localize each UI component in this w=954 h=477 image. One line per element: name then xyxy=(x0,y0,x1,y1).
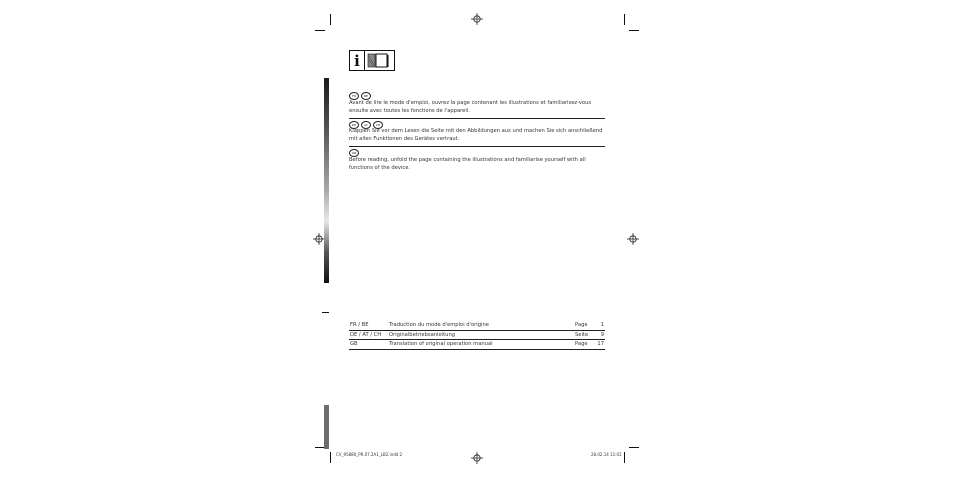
instruction-text-gb: Before reading, unfold the page containing the illustrations and familiarise yourself with all functions of the device. xyxy=(349,157,586,171)
crop-mark-top-right-v xyxy=(624,14,625,25)
toc-page-label: Page xyxy=(575,322,588,328)
toc-row xyxy=(349,321,605,331)
side-tick-mark xyxy=(322,312,329,313)
registration-mark-bottom xyxy=(471,452,483,464)
toc-title: Traduction du mode d'emploi d'origine xyxy=(389,322,489,328)
crop-mark-bottom-right-h xyxy=(629,447,639,448)
toc-page-label: Page xyxy=(575,341,588,347)
crop-mark-bottom-left-v xyxy=(330,452,331,463)
crop-mark-bottom-right-v xyxy=(624,452,625,463)
toc-language: GB xyxy=(350,341,358,347)
toc-page-number: 17 xyxy=(597,341,604,347)
instruction-text-fr: Avant de lire le mode d'emploi, ouvrez la page contenant les illustrations et familiarisez-vous ensuite avec toutes les fonctions de l'appareil. xyxy=(349,100,592,114)
language-badge: GB xyxy=(349,149,359,157)
info-icon-letter: i xyxy=(354,52,360,70)
section-divider xyxy=(349,118,605,119)
instruction-text-de: Klappen Sie vor dem Lesen die Seite mit den Abbildungen aus und machen Sie sich anschließend mit allen Funktionen des Gerätes vertraut. xyxy=(349,128,603,142)
language-badge: DE xyxy=(349,121,359,129)
toc-row xyxy=(349,340,605,350)
crop-mark-top-left-v xyxy=(330,14,331,25)
language-badge: AT xyxy=(361,121,371,129)
language-badge: BE xyxy=(361,92,371,100)
toc-language: FR / BE xyxy=(350,322,369,328)
toc-language: DE / AT / CH xyxy=(350,331,382,338)
registration-mark-top xyxy=(471,13,483,25)
language-badge: FR xyxy=(349,92,359,100)
registration-mark-right xyxy=(627,233,639,245)
crop-mark-top-right-h xyxy=(629,30,639,31)
section-divider xyxy=(349,146,605,147)
gray-tab-bar xyxy=(324,405,329,449)
print-slug-filename: CV_95880_PR.07.2A1_LB2.indd 2 xyxy=(336,452,403,457)
unfold-illustrations-icon xyxy=(349,50,395,71)
toc-row xyxy=(349,331,605,341)
print-slug-timestamp: 28.02.14 11:02 xyxy=(591,452,622,457)
toc-page-number: 9 xyxy=(600,331,604,338)
language-badge: CH xyxy=(373,121,383,129)
color-gradient-bar xyxy=(324,78,329,283)
toc-title: Originalbetriebsanleitung xyxy=(389,331,456,338)
toc-page-number: 1 xyxy=(600,322,604,328)
table-of-contents xyxy=(349,321,605,350)
toc-title: Translation of original operation manual xyxy=(389,341,493,347)
toc-page-label: Seite xyxy=(575,331,589,338)
crop-mark-top-left-h xyxy=(315,30,325,31)
